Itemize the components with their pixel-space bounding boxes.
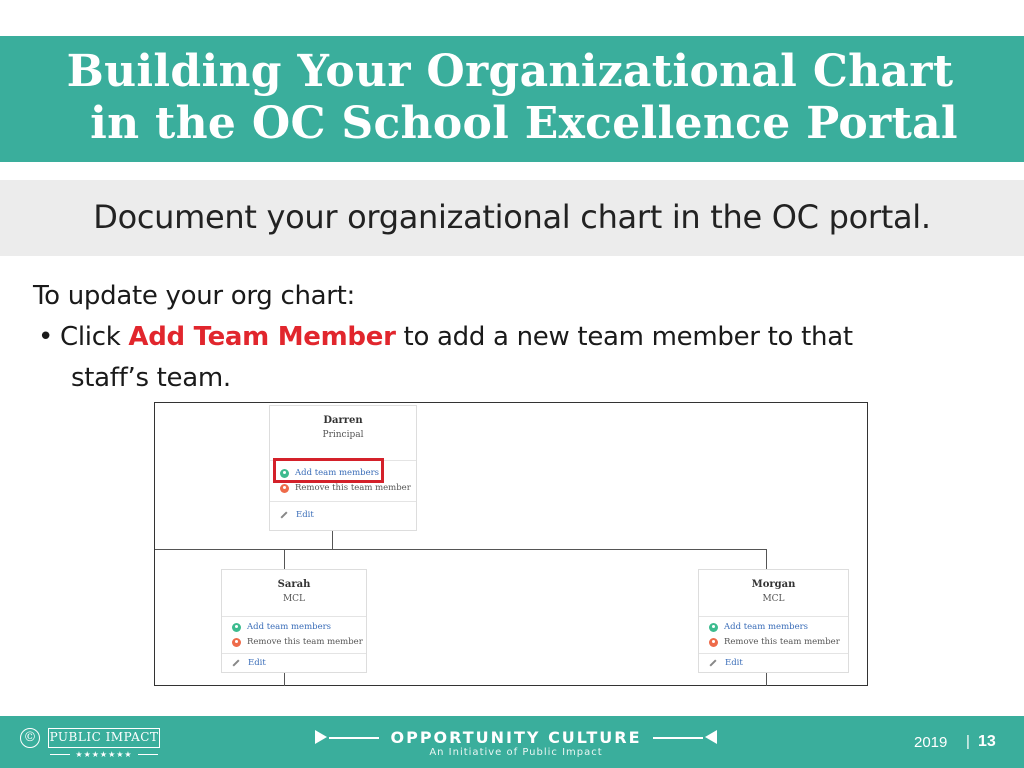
public-impact-logo: PUBLIC IMPACT [48, 728, 160, 748]
public-impact-stars: ★★★★★★★ [75, 750, 133, 759]
bullet-highlight: Add Team Member [128, 322, 396, 352]
node-edit-row [699, 654, 848, 674]
subtitle-band [0, 180, 1024, 256]
bullet-prefix: Click [60, 322, 129, 352]
edit-label: Edit [248, 658, 266, 668]
remove-person-icon [232, 638, 241, 647]
connector-line [766, 673, 767, 686]
connector-line [155, 549, 767, 550]
add-team-members-link[interactable] [709, 620, 808, 634]
node-name: Sarah [277, 579, 311, 590]
remove-team-member-label: Remove this team member [724, 637, 840, 647]
node-actions [699, 617, 848, 654]
node-actions [222, 617, 366, 654]
slide-subtitle: Document your organizational chart in the OC portal. [93, 198, 931, 236]
org-node-sarah[interactable] [221, 569, 367, 673]
remove-team-member-link[interactable] [280, 481, 411, 495]
slide-title-line1: Building Your Organizational Chart [66, 46, 954, 97]
footer-band [0, 716, 1024, 768]
add-team-members-link[interactable] [232, 620, 331, 634]
add-person-icon [709, 623, 718, 632]
node-role: Principal [322, 430, 364, 440]
node-edit-row [222, 654, 366, 674]
remove-person-icon [280, 484, 289, 493]
node-header [270, 406, 416, 461]
org-node-morgan[interactable] [698, 569, 849, 673]
connector-line [284, 549, 285, 569]
node-name: Morgan [751, 579, 796, 590]
remove-person-icon [709, 638, 718, 647]
logo-rule [138, 754, 158, 755]
remove-team-member-label: Remove this team member [295, 483, 411, 493]
node-header [222, 570, 366, 617]
page-number: 13 [978, 733, 996, 750]
logo-rule [653, 737, 703, 739]
footer-separator: | [966, 733, 970, 750]
remove-team-member-link[interactable] [709, 635, 840, 649]
connector-line [766, 549, 767, 569]
bullet-continuation: staff’s team. [71, 363, 231, 393]
remove-team-member-link[interactable] [232, 635, 363, 649]
copyright-icon: © [20, 728, 40, 748]
node-edit-row [270, 502, 416, 532]
edit-link[interactable] [232, 658, 266, 668]
add-team-members-label: Add team members [247, 622, 332, 632]
opportunity-culture-logo [315, 728, 717, 762]
add-team-members-label: Add team members [724, 622, 809, 632]
bullet-marker: • [38, 322, 54, 352]
add-person-icon [232, 623, 241, 632]
intro-text: To update your org chart: [33, 281, 355, 311]
edit-link[interactable] [709, 658, 743, 668]
remove-team-member-label: Remove this team member [247, 637, 363, 647]
bullet-item [38, 322, 853, 352]
bullet-suffix: to add a new team member to that [395, 322, 853, 352]
edit-link[interactable] [280, 510, 314, 520]
brand-title: OPPORTUNITY CULTURE [390, 728, 642, 747]
edit-label: Edit [296, 510, 314, 520]
node-role: MCL [282, 594, 306, 604]
add-team-members-label: Add team members [295, 468, 380, 478]
brand-subtitle: An Initiative of Public Impact [429, 747, 603, 758]
title-band [0, 36, 1024, 162]
pencil-icon [232, 659, 239, 666]
footer-year: 2019 [914, 734, 948, 751]
connector-line [332, 530, 333, 550]
arrow-icon [705, 730, 717, 744]
slide-title-line2: in the OC School Excellence Portal [90, 98, 958, 149]
highlight-box [273, 458, 384, 483]
node-role: MCL [762, 594, 785, 604]
pencil-icon [280, 511, 287, 518]
node-name: Darren [323, 415, 363, 426]
edit-label: Edit [725, 658, 743, 668]
pencil-icon [709, 659, 716, 666]
connector-line [284, 673, 285, 686]
org-chart-screenshot [154, 402, 868, 686]
node-header [699, 570, 848, 617]
